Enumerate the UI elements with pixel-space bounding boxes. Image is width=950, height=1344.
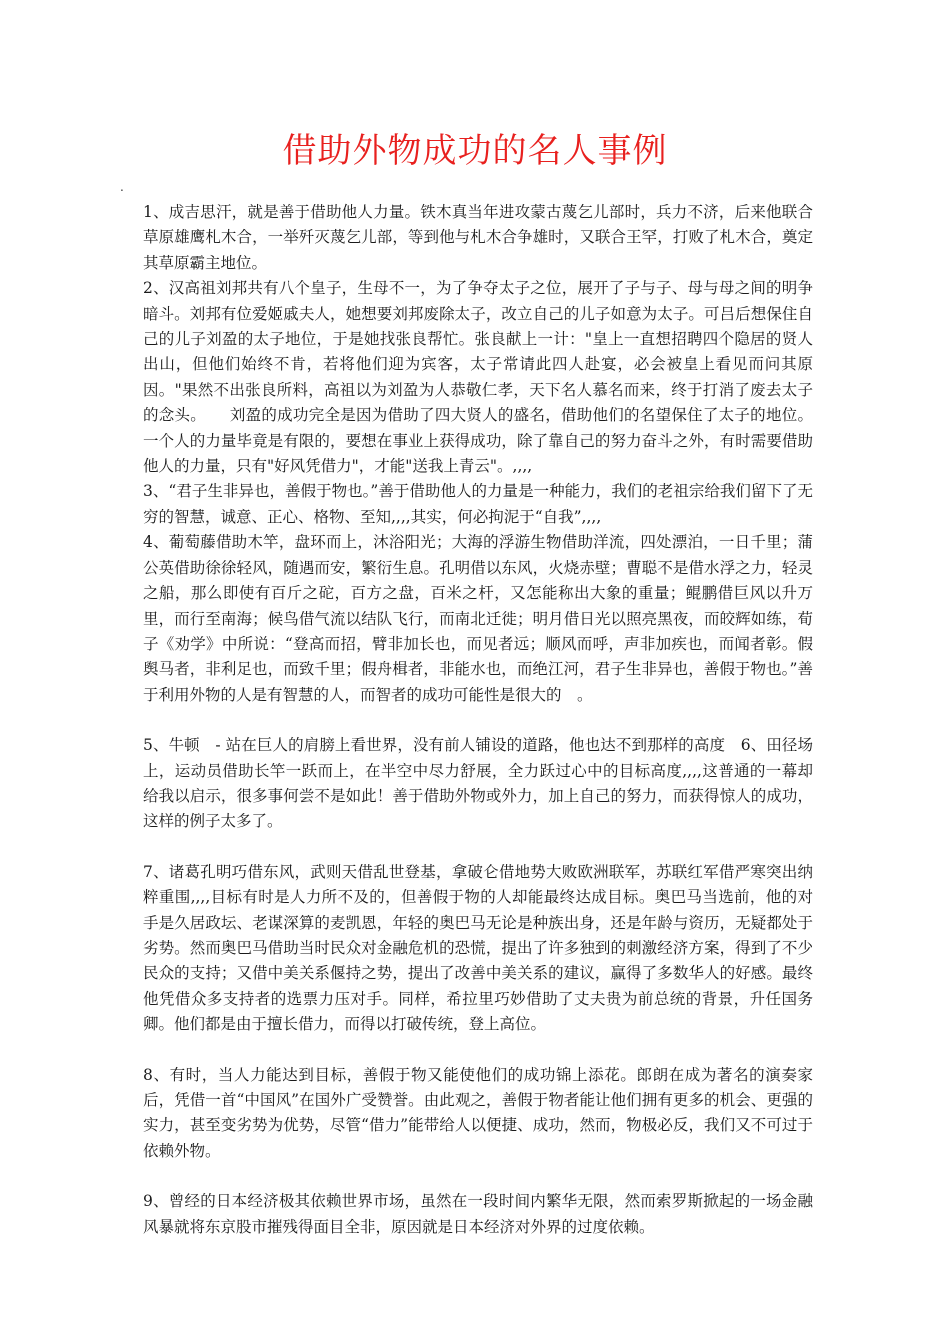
paragraph-marker: . <box>120 180 124 194</box>
document-body <box>143 200 813 1240</box>
paragraph-2: 2、汉高祖刘邦共有八个皇子，生母不一，为了争夺太子之位，展开了子与子、母与母之间的明争暗斗。刘邦有位爱姬戚夫人，她想要刘邦废除太子，改立自己的儿子如意为太子。可吕后想保住自己的儿子刘盈的太子地位，于是她找张良帮忙。张良献上一计："皇上一直想招聘四个隐居的贤人出山，但他们始终不肯，若将他们迎为宾客，太子常请此四人赴宴，必会被皇上看见而问其原因。"果然不出张良所料，高祖以为刘盈为人恭敬仁孝，天下名人慕名而来，终于打消了废去太子的念头。 刘盈的成功完全是因为借助了四大贤人的盛名，借助他们的名望保住了太子的地位。一个人的力量毕竟是有限的，要想在事业上获得成功，除了靠自己的努力奋斗之外，有时需要借助他人的力量，只有"好风凭借力"，才能"送我上青云"。,,,, <box>143 279 813 476</box>
paragraph-9: 9、曾经的日本经济极其依赖世界市场，虽然在一段时间内繁华无限，然而索罗斯掀起的一场金融风暴就将东京股市摧残得面目全非，原因就是日本经济对外界的过度依赖。 <box>143 1192 813 1236</box>
paragraph-1: 1、成吉思汗，就是善于借助他人力量。铁木真当年进攻蒙古蔑乞儿部时，兵力不济，后来他联合草原雄鹰札木合，一举歼灭蔑乞儿部，等到他与札木合争雄时，又联合王罕，打败了札木合，奠定其草原霸主地位。 <box>143 203 813 272</box>
paragraph-7: 7、诸葛孔明巧借东风，武则天借乱世登基，拿破仑借地势大败欧洲联军，苏联红军借严寒突出纳粹重围,,,,目标有时是人力所不及的，但善假于物的人却能最终达成目标。奥巴马当选前，他的对手是久居政坛、老谋深算的麦凯恩，年轻的奥巴马无论是种族出身，还是年龄与资历，无疑都处于劣势。然而奥巴马借助当时民众对金融危机的恐慌，提出了许多独到的刺激经济方案，得到了不少民众的支持；又借中美关系偃持之势，提出了改善中美关系的建议，赢得了多数华人的好感。最终他凭借众多支持者的选票力压对手。同样，希拉里巧妙借助了丈夫贵为前总统的背景，升任国务卿。他们都是由于擅长借力，而得以打破传统，登上高位。 <box>143 862 813 1034</box>
paragraph-4: 4、葡萄藤借助木竿，盘环而上，沐浴阳光；大海的浮游生物借助洋流，四处漂泊，一日千里；蒲公英借助徐徐轻风，随遇而安，繁衍生息。孔明借以东风，火烧赤壁；曹聪不是借水浮之力，轻灵之船，那么即使有百斤之砣，百方之盘，百米之杆，又怎能称出大象的重量；鲲鹏借巨风以升万里，而行至南海；候鸟借气流以结队飞行，而南北迁徙；明月借日光以照亮黑夜，而皎辉如练，荀子《劝学》中所说：“登高而招，臂非加长也，而见者远；顺风而呼，声非加疾也，而闻者彰。假舆马者，非利足也，而致千里；假舟楫者，非能水也，而绝江河，君子生非异也，善假于物也。”善于利用外物的人是有智慧的人，而智者的成功可能性是很大的 。 <box>143 533 813 704</box>
document-title: 借助外物成功的名人事例 <box>282 131 668 171</box>
paragraph-5: 5、牛顿 - 站在巨人的肩膀上看世界，没有前人铺设的道路，他也达不到那样的高度 6、田径场上，运动员借助长竿一跃而上，在半空中尽力舒展，全力跃过心中的目标高度,,,,这普通的一幕却给我以启示，很多事何尝不是如此！善于借助外物或外力，加上自己的努力，而获得惊人的成功，这样的例子太多了。 <box>143 736 813 831</box>
paragraph-3: 3、“君子生非异也，善假于物也。”善于借助他人的力量是一种能力，我们的老祖宗给我们留下了无穷的智慧，诚意、正心、格物、至知,,,,其实，何必拘泥于“自我”,,,, <box>143 482 813 526</box>
paragraph-8: 8、有时，当人力能达到目标，善假于物又能使他们的成功锦上添花。郎朗在成为著名的演奏家后，凭借一首“中国风”在国外广受赞誉。由此观之，善假于物者能让他们拥有更多的机会、更强的实力，甚至变劣势为优势，尽管“借力”能带给人以便捷、成功，然而，物极必反，我们又不可过于依赖外物。 <box>143 1065 813 1160</box>
